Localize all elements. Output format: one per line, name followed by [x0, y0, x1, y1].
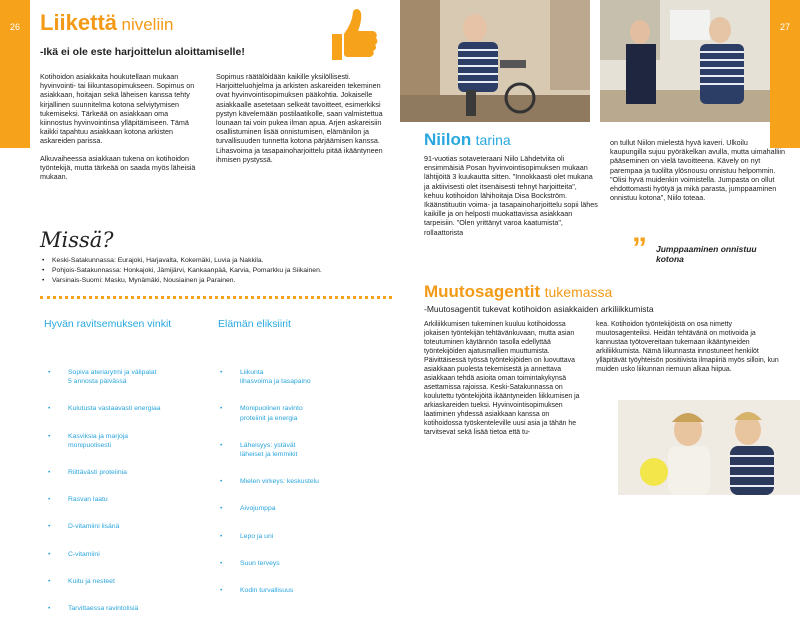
left-subtitle: -Ikä ei ole este harjoittelun aloittamiselle! — [40, 46, 245, 58]
elixir-item: • Liikunta lihasvoima ja tasapaino — [202, 368, 382, 386]
muutos-col1-p: Arkiliikkumisen tukeminen kuuluu kotihoidossa jokaisen työntekijän tehtävänkuvaan, mutta asian toteutuminen käytännön tasolla edellyttää työntekijöiden ajatusmallien muuttumista. Päivittäisessä työssä työntekijöiden on luovuttava asiakkaan puolesta tekemisestä ja annettava asiakkaan tehdä asioita oman toimintakykynsä asettamissa rajoissa. Keski-Satakunnassa on koulutettu työntekijöitä ikääntyneiden liikkumisen ja arkiaskareiden tueksi. Hyvinvointisopimuksen laatiminen yhdessä asiakkaan kanssa on kotihoidossa työskenteleville uusi asia ja tähän he tarvitsevat sekä lisää tietoa että tu- — [424, 321, 580, 436]
niilo-col2-p: on tullut Niilon mielestä hyvä kaveri. Ulkoilu kaupungilla sujuu pyöräkelkan avulla, mutta uimahalliin pääseminen on vielä tavoitteena. Kävely on nyt parempaa ja tuolilta ylösnousu onnistuu helpommin. "Olisi hyvä muidenkin voimistella. Jumpasta on ollut ehdottomasti hyötyä ja mikä parasta, jumppaaminen onnistuu kotona", Niilo toteaa. — [610, 138, 785, 203]
left-col1-p1: Kotihoidon asiakkaita houkutellaan mukaan hyvinvointi- tai liikuntasopimukseen. Sopimus on asiakkaan, hoitajan sekä läheisen kanssa tehty kirjallinen suunnitelma kotona selviytymisen tukemiseksi. Tärkeää on asiakkaan oma kiinnostus hyvinvointinsa ylläpitämiseen. Tämä kaikki tapahtuu asiakkaan kotona arkisten askareiden parissa. — [40, 72, 195, 146]
elixir-item: • Monipuolinen ravinto proteiinit ja energia — [202, 404, 382, 422]
elixir-item: • Suun terveys — [202, 559, 382, 568]
muutos-col2 — [596, 320, 782, 374]
nutrition-list — [30, 350, 200, 631]
niilo-title-light: tarina — [475, 132, 511, 148]
elixir-item: • Läheisyys: ystävät läheiset ja lemmikit — [202, 441, 382, 459]
missa-list — [42, 256, 392, 286]
elixir-item: • Mielen virkeys: keskustelu — [202, 477, 382, 486]
photo-niilo-exercise — [400, 0, 590, 122]
niilo-col1 — [424, 154, 598, 237]
title-light: niveliin — [121, 15, 174, 34]
muutos-subtitle: -Muutosagentit tukevat kotihoidon asiakkaiden arkiliikkumista — [424, 304, 654, 314]
nutrition-item: • Kulutusta vastaavasti energiaa — [30, 404, 200, 413]
niilo-title-bold: Niilon — [424, 130, 472, 149]
pull-quote: Jumppaaminen onnistuu kotona — [656, 244, 757, 264]
left-col1-p2: Alkuvaiheessa asiakkaan tukena on kotihoidon työntekijä, mutta tärkeää on saada myös läheisiä mukaan. — [40, 153, 196, 182]
nutrition-item: • Tarvittaessa ravintolisiä — [30, 604, 200, 613]
muutos-title-light: tukemassa — [544, 284, 613, 300]
page-number-left: 26 — [0, 0, 30, 148]
quote-mark-icon: ” — [632, 232, 647, 265]
missa-item: • Varsinais-Suomi: Masku, Mynämäki, Nousiainen ja Parainen. — [42, 277, 236, 284]
elixir-list — [202, 350, 382, 613]
nutrition-title: Hyvän ravitsemuksen vinkit — [44, 318, 172, 330]
nutrition-item: • Riittävästi proteiinia — [30, 468, 200, 477]
nutrition-item: • Sopiva ateriarytmi ja välipalat 5 annosta päivässä — [30, 368, 200, 386]
niilo-col1-p: 91-vuotias sotaveteraani Niilo Lähdetviita oli ensimmäisiä Posan hyvinvointisopimuksen mukaan lähtijöitä 3 kuukautta sitten. "Innokkaasti olet mukana ja aktiivisesti olet itsenäisesti tehnyt harjoitteita", kehuu kotihoidon lähihoitaja Disa Bockström. Ikäänstituutin voima- ja tasapainoharjoittelu sopii lähes kaikille ja on helposti muokattavissa asiakkaan tarpeisiin. "Olen yrittänyt varoa kaatumista", rollaattorista — [424, 154, 598, 237]
elixir-item: • Lepo ja uni — [202, 532, 382, 541]
nutrition-item: • Rasvan laatu — [30, 495, 200, 504]
muutos-col1 — [424, 320, 586, 437]
muutos-col2-p: kea. Kotihoidon työntekijöistä on osa nimetty muutosagenteiksi. Heidän tehtävänä on motivoida ja kannustaa työtovereitaan tukemaan ikääntyneiden arkiliikkumista. Nämä liikunnasta innostuneet henkilöt ylläpitävät työyhteisön positiivista ilmapiiriä myös silloin, kun muiden usko liikunnan riemuun alkaa hiipua. — [596, 321, 779, 373]
muutos-title — [424, 282, 612, 302]
left-col2-p1: Sopimus räätälöidään kaikille yksilöllisesti. Harjoitteluohjelma ja arkisten askareiden tekeminen ovat hyvinvointisopimuksen pääkohtia. Jokaiselle asiakkaalle asetetaan selkeät tavoitteet, esimerkiksi pystyn kävelemään postilaatikolle, saan valmistettua lounaan tai voin pukea ilman apua. Arjen askareisiin osallistuminen lisää onnistumisen, elämänilon ja turvallisuuden tunnetta kotona pärjäämisen kanssa. Lihasvoima ja tasapainoharjoittelu pitää ikääntyneen ihmisen pystyssä. — [216, 72, 383, 164]
muutos-title-bold: Muutosagentit — [424, 282, 541, 301]
nutrition-item: • C-vitamiini — [30, 550, 200, 559]
elixir-item: • Kodin turvallisuus — [202, 586, 382, 595]
elixir-title: Elämän eliksiirit — [218, 318, 291, 330]
niilo-col2 — [610, 138, 786, 202]
page-number-right: 27 — [770, 0, 800, 148]
missa-item: • Keski-Satakunnassa: Eurajoki, Harjavalta, Kokemäki, Luvia ja Nakkila. — [42, 257, 264, 264]
nutrition-item: • Kuitu ja nesteet — [30, 577, 200, 586]
missa-item: • Pohjois-Satakunnassa: Honkajoki, Jämijärvi, Kankaanpää, Karvia, Pomarkku ja Siikainen. — [42, 267, 322, 274]
left-title — [40, 10, 173, 36]
thumbs-up-icon — [318, 4, 380, 66]
title-bold: Liikettä — [40, 10, 118, 35]
dotted-divider — [40, 296, 392, 299]
nutrition-item: • D-vitamiini lisänä — [30, 522, 200, 531]
niilo-title — [424, 130, 511, 150]
elixir-item: • Aivojumppa — [202, 504, 382, 513]
nutrition-item: • Kasviksia ja marjoja monipuolisesti — [30, 432, 200, 450]
missa-title: Missä? — [40, 228, 114, 252]
left-col2 — [216, 72, 384, 164]
left-col1 — [40, 72, 200, 181]
photo-ball-exercise — [618, 400, 800, 495]
